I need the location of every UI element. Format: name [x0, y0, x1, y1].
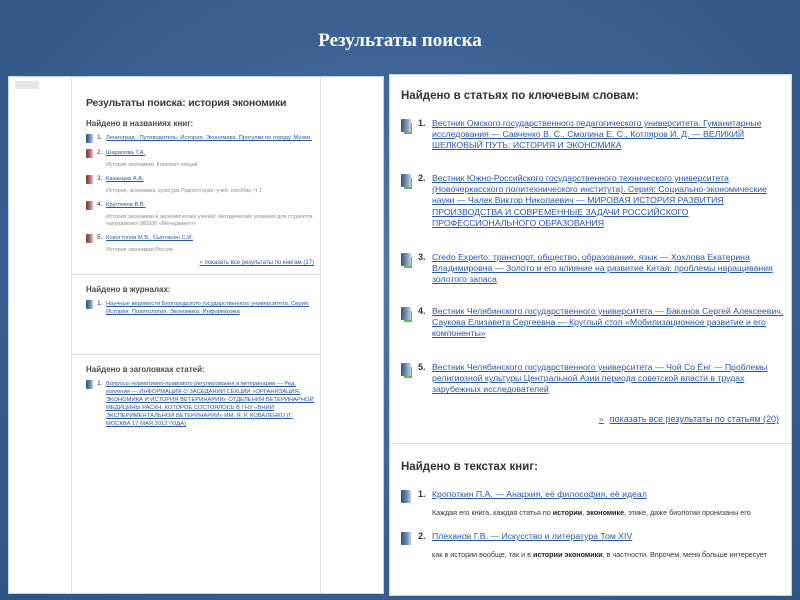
article-result-item[interactable]: [401, 252, 785, 286]
book-icon: [401, 119, 411, 132]
headings-section-title: Найдено в заголовках статей:: [86, 365, 205, 374]
divider: [72, 354, 320, 355]
show-all-books-label: показать все результаты по книгам (17): [204, 260, 314, 266]
book-text-result-item[interactable]: [401, 531, 785, 545]
book-result-link[interactable]: Кругляков В.В.: [106, 202, 146, 208]
show-all-articles-label: показать все результаты по статьям (20): [609, 414, 779, 424]
book-result-link[interactable]: Шарапова Т.А.: [106, 150, 146, 156]
arrows-icon: »: [199, 260, 203, 266]
book-result-subtitle: История экономики. Конспект лекций: [106, 162, 198, 168]
article-result-link[interactable]: Вестник Южно-Российского государственного технического университета (Новочеркасского политехнического института). Серия: Социально-экономические науки — Чалек Виктор Николаевич — МИРОВАЯ ИСТОРИЯ РАЗВИТИЯ ПРОИЗВОДСТВА И СОВРЕМЕННЫЕ ЗАДАЧИ РОССИЙСКОГО ПРОФЕССИОНАЛЬНОГО ОБРАЗОВАНИЯ: [432, 173, 767, 228]
journals-section-title: Найдено в журналах:: [86, 285, 171, 294]
heading-result-item[interactable]: [86, 380, 314, 428]
book-icon: [401, 253, 411, 266]
books-section-title: Найдено в названиях книг:: [86, 119, 194, 128]
article-result-item[interactable]: [401, 362, 785, 396]
result-number: 4.: [418, 306, 426, 316]
show-all-articles-link[interactable]: [599, 414, 779, 424]
result-number: 5.: [97, 234, 103, 241]
book-result-subtitle: История экономики и экономических учений: методические указания для студентов направления 080200 «Менеджмент»: [106, 214, 313, 227]
show-all-books-link[interactable]: [86, 260, 314, 266]
result-number: 1.: [418, 118, 426, 128]
heading-result-link[interactable]: Вопросы нормативно-правового регулирования в ветеринарии — Ред. коллегия — ИНФОРМАЦИЯ О ЗАСЕДАНИИ СЕКЦИИ «ОРГАНИЗАЦИЯ, ЭКОНОМИКА И ИСТОРИЯ ВЕТЕРИНАРИИ» ОТДЕЛЕНИЯ ВЕТЕРИНАРНОЙ МЕДИЦИНЫ РАСХН, КОТОРОЕ СОСТОЯЛОСЬ В ГНУ «ВНИИ ЭКСПЕРИМЕНТАЛЬНОЙ ВЕТЕРИНАРИИ» ИМ. Я. Р. КОВАЛЕНКО (Г. МОСКВА 17 МАЯ 2012 ГОДА): [106, 381, 314, 427]
result-number: 1.: [97, 380, 103, 387]
result-number: 1.: [97, 300, 103, 307]
book-text-snippet: Каждая его книга, каждая статья по истории, экономике, этике, даже биологии пронизаны его: [432, 508, 751, 517]
book-icon: [86, 300, 93, 309]
result-number: 1.: [97, 134, 103, 141]
book-result-item[interactable]: [86, 134, 314, 143]
result-number: 5.: [418, 362, 426, 372]
result-number: 2.: [418, 531, 426, 541]
left-panel-strip: [15, 81, 39, 89]
book-icon: [86, 149, 93, 158]
result-number: 2.: [418, 173, 426, 183]
book-icon: [401, 174, 411, 187]
keywords-section-title: Найдено в статьях по ключевым словам:: [401, 90, 639, 102]
book-icon: [86, 175, 93, 184]
book-result-item[interactable]: [86, 175, 314, 195]
book-result-item[interactable]: [86, 201, 314, 228]
book-icon: [401, 363, 411, 376]
article-result-link[interactable]: Вестник Челябинского государственного университета — Баканов Сергей Алексеевич, Саукова Елизавета Сергеевна — Круглый стол «Мобилизационное развитие и его компоненты»: [432, 306, 784, 339]
article-result-item[interactable]: [401, 173, 785, 229]
journal-result-item[interactable]: [86, 300, 314, 316]
book-result-link[interactable]: Кокоттопов М.В., Сыптанин С.И.: [106, 235, 194, 241]
book-text-result-item[interactable]: [401, 489, 785, 503]
result-number: 2.: [97, 149, 103, 156]
divider: [390, 443, 792, 444]
result-number: 3.: [97, 175, 103, 182]
book-icon: [401, 532, 411, 545]
book-text-result-link[interactable]: Кропоткин П.А. — Анархия, её философия, её идеал: [432, 489, 647, 499]
book-icon: [86, 134, 93, 143]
book-result-link[interactable]: Ленинград : Путеводитель: История. Экономика. Прогулки по городу. Музеи.: [106, 135, 312, 141]
book-texts-section-title: Найдено в текстах книг:: [401, 461, 538, 473]
result-number: 4.: [97, 201, 103, 208]
slide-title: Результаты поиска: [318, 30, 482, 51]
article-result-link[interactable]: Credo Experto: транспорт, общество, образование, язык — Хохлова Екатерина Владимировна — Золото и его влияние на развитие Китая: проблемы наращивания золотого запаса: [432, 252, 773, 285]
left-results-header: Результаты поиска: история экономики: [86, 97, 287, 109]
book-text-result-link[interactable]: Плеханов Г.В. — Искусство и литература Том XIV: [432, 531, 633, 541]
book-result-item[interactable]: [86, 234, 314, 254]
book-result-subtitle: История, экономика, культура Родного края: учеб. пособие, Ч.1: [106, 188, 263, 194]
book-icon: [86, 234, 93, 243]
journal-result-link[interactable]: Научные ведомости Белгородского государственного университета. Серия: История. Политология. Экономика. Информатика: [106, 301, 310, 315]
book-icon: [401, 490, 411, 503]
result-number: 1.: [418, 489, 426, 499]
article-result-link[interactable]: Вестник Омского государственного педагогического университета. Гуманитарные исследования — Савченко В. С., Смолина Е. С., Котляров И. Д. — ВЕЛИКИЙ ШЕЛКОВЫЙ ПУТЬ: ИСТОРИЯ И ЭКОНОМИКА: [432, 118, 762, 151]
book-icon: [401, 307, 411, 320]
divider: [72, 274, 320, 275]
article-result-link[interactable]: Вестник Челябинского государственного университета — Чой Со Ёнг — Проблемы религиозной культуры Центральной Азии периода советской власти в трудах зарубежных исследователей: [432, 362, 768, 395]
books-list: [86, 134, 314, 254]
book-icon: [86, 201, 93, 210]
arrows-icon: »: [598, 414, 604, 424]
book-icon: [86, 380, 93, 389]
right-screenshot-panel: [389, 74, 792, 596]
book-text-snippet: как в истории вообще, так и в истории экономики, в частности. Впрочем, меня больше интересует: [432, 550, 767, 559]
article-result-item[interactable]: [401, 118, 785, 152]
left-screenshot-panel: [8, 76, 384, 594]
book-result-item[interactable]: [86, 149, 314, 169]
result-number: 3.: [418, 252, 426, 262]
left-results-column: [71, 77, 321, 594]
book-result-subtitle: История экономики России: [106, 247, 173, 253]
book-result-link[interactable]: Казанцев А.А.: [106, 176, 144, 182]
article-result-item[interactable]: [401, 306, 785, 340]
